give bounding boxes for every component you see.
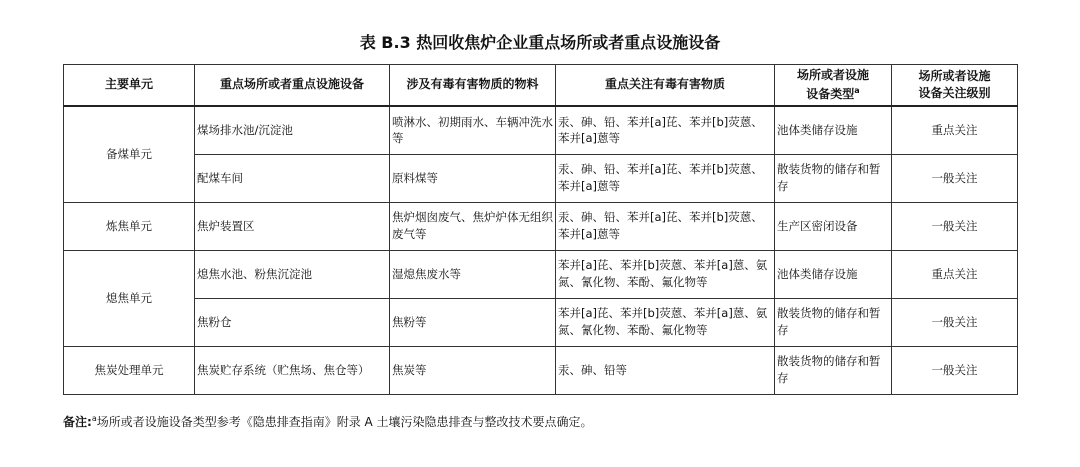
unit-cell: 炼焦单元 (64, 202, 195, 250)
header-level-line1: 场所或者设施 (918, 68, 991, 83)
table-title: 表 B.3 热回收焦炉企业重点场所或者重点设施设备 (359, 33, 721, 52)
header-type-line1: 场所或者设施 (796, 68, 869, 83)
facility-cell: 煤场排水池/沉淀池 (195, 106, 390, 154)
type-cell: 散装货物的储存和暂存 (775, 298, 892, 346)
materials-cell: 湿熄焦废水等 (390, 250, 556, 298)
unit-cell: 熄焦单元 (64, 250, 195, 346)
table-row (64, 298, 1018, 346)
substances-cell: 苯并[a]芘、苯并[b]荧蒽、苯并[a]蒽、氨氮、氰化物、苯酚、氟化物等 (556, 250, 775, 298)
header-type-line2: 设备类型 (806, 86, 855, 101)
substances-cell: 汞、砷、铅等 (556, 346, 775, 394)
unit-cell: 备煤单元 (64, 106, 195, 202)
table-row (64, 346, 1018, 394)
type-cell: 池体类储存设施 (775, 250, 892, 298)
facility-cell: 熄焦水池、粉焦沉淀池 (195, 250, 390, 298)
table-row (64, 106, 1018, 154)
header-row (64, 65, 1018, 107)
header-unit: 主要单元 (64, 65, 195, 107)
level-cell: 一般关注 (892, 346, 1018, 394)
header-facility: 重点场所或者重点设施设备 (195, 65, 390, 107)
level-cell: 重点关注 (892, 106, 1018, 154)
table-row (64, 202, 1018, 250)
header-materials: 涉及有毒有害物质的物料 (390, 65, 556, 107)
substances-cell: 苯并[a]芘、苯并[b]荧蒽、苯并[a]蒽、氨氮、氰化物、苯酚、氟化物等 (556, 298, 775, 346)
level-cell: 重点关注 (892, 250, 1018, 298)
type-cell: 池体类储存设施 (775, 106, 892, 154)
substances-cell: 汞、砷、铅、苯并[a]芘、苯并[b]荧蒽、苯并[a]蒽等 (556, 106, 775, 154)
facility-cell: 焦炭贮存系统（贮焦场、焦仓等） (195, 346, 390, 394)
header-type (775, 65, 892, 107)
level-cell: 一般关注 (892, 202, 1018, 250)
materials-cell: 焦炉烟囱废气、焦炉炉体无组织废气等 (390, 202, 556, 250)
materials-cell: 焦炭等 (390, 346, 556, 394)
unit-cell: 焦炭处理单元 (64, 346, 195, 394)
type-cell: 散装货物的储存和暂存 (775, 346, 892, 394)
footnote-text: 场所或者设施设备类型参考《隐患排查指南》附录 A 土壤污染隐患排查与整改技术要点确定。 (96, 415, 593, 429)
type-cell: 生产区密闭设备 (775, 202, 892, 250)
footnote-label: 备注: (63, 415, 92, 429)
materials-cell: 焦粉等 (390, 298, 556, 346)
facility-cell: 焦粉仓 (195, 298, 390, 346)
table-row (64, 250, 1018, 298)
header-level-line2: 设备关注级别 (918, 86, 991, 100)
materials-cell: 喷淋水、初期雨水、车辆冲洗水等 (390, 106, 556, 154)
facility-cell: 焦炉装置区 (195, 202, 390, 250)
facility-table (63, 64, 1018, 395)
level-cell: 一般关注 (892, 298, 1018, 346)
header-type-footnote-mark: a (854, 85, 860, 95)
type-cell: 散装货物的储存和暂存 (775, 154, 892, 202)
materials-cell: 原料煤等 (390, 154, 556, 202)
header-level (892, 65, 1018, 107)
header-substances: 重点关注有毒有害物质 (556, 65, 775, 107)
level-cell: 一般关注 (892, 154, 1018, 202)
footnote (63, 413, 593, 430)
footnote-mark: a (91, 414, 97, 423)
table-row (64, 154, 1018, 202)
substances-cell: 汞、砷、铅、苯并[a]芘、苯并[b]荧蒽、苯并[a]蒽等 (556, 154, 775, 202)
substances-cell: 汞、砷、铅、苯并[a]芘、苯并[b]荧蒽、苯并[a]蒽等 (556, 202, 775, 250)
facility-cell: 配煤车间 (195, 154, 390, 202)
